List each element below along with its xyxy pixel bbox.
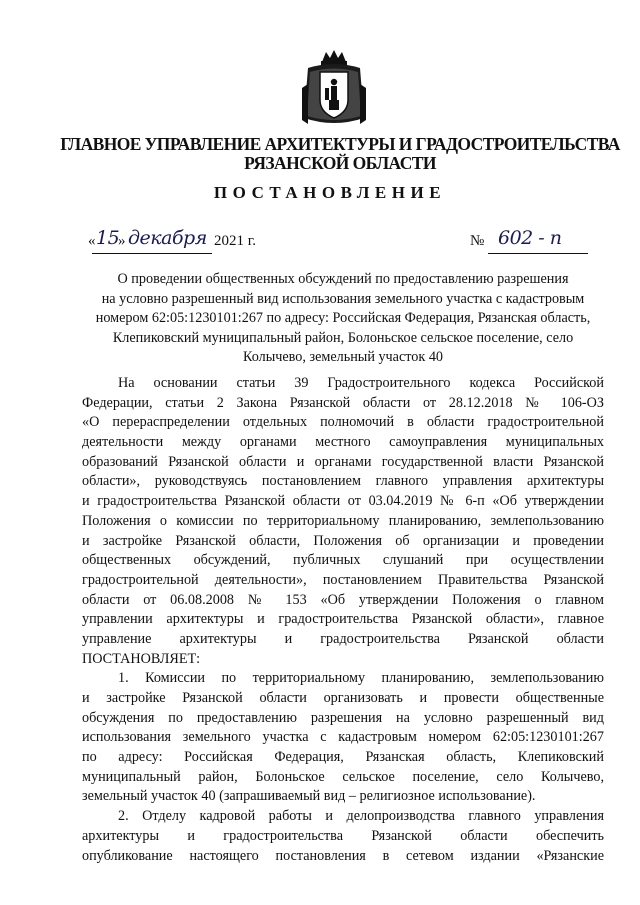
subject-line: номером 62:05:1230101:267 по адресу: Российская Федерация, Рязанская область, [95,310,591,326]
body-line: области от 06.08.2008 № 153 «Об утверждении Положения о главном [82,591,604,608]
body-line: образований Рязанской области и органами государственной власти Рязанской [82,453,604,470]
body-line: общественных обсуждений, публичных слушаний при осуществлении [82,552,604,569]
body-line: муниципальный район, Болоньское сельское поселение, село Колычево, [82,768,604,785]
body-line: и застройке Рязанской области, Положения об организации и проведении [82,532,604,549]
date-month: декабря [128,227,207,249]
subject-line: Клепиковский муниципальный район, Болоньское сельское поселение, село [112,329,574,346]
body-line: 2. Отделу кадровой работы и делопроизводства главного управления [118,808,604,825]
date-open-quote: « [88,233,96,249]
resolution-keyword: ПОСТАНОВЛЯЕТ: [82,650,201,667]
document-type-heading: ПОСТАНОВЛЕНИЕ [213,183,447,202]
body-line: и градостроительства Рязанской области от 03.04.2019 № 6-п «Об утверждении [82,493,604,510]
body-line: Положения о комиссии по территориальному планированию, землепользованию [82,512,604,529]
body-line: градостроительной деятельности», постановлением Правительства Рязанской [82,571,604,588]
coat-of-arms-emblem [300,48,368,130]
body-line: архитектуры и градостроительства Рязанской области обеспечить [82,827,604,844]
body-line: управление архитектуры и градостроительства Рязанской области [82,630,604,647]
body-line: «О перераспределении отдельных полномочий в области градостроительной [82,414,604,431]
body-line: и застройке Рязанской области организовать и провести общественные [82,690,604,706]
document-number: 602 - п [498,227,562,249]
date-close-quote: » [118,233,126,249]
subject-line: О проведении общественных обсуждений по предоставлению разрешения [117,271,569,287]
document-body [82,374,604,866]
number-underline [488,253,588,254]
date-underline [92,253,212,254]
subject-line: на условно разрешенный вид использования земельного участка с кадастровым [101,290,585,307]
body-line: обсуждения по предоставлению разрешения на условно разрешенный вид [82,709,604,726]
document-subject [78,270,608,368]
body-line: использования земельного участка с кадастровым номером 62:05:1230101:267 [82,729,604,746]
body-line: по адресу: Российская Федерация, Рязанская область, Клепиковский [82,749,604,766]
subject-line: Колычево, земельный участок 40 [242,349,444,365]
body-line: Федерации, статьи 2 Закона Рязанской области от 28.12.2018 № 106-ОЗ [82,394,604,411]
organization-title-line1: ГЛАВНОЕ УПРАВЛЕНИЕ АРХИТЕКТУРЫ И ГРАДОСТРОИТЕЛЬСТВА [60,134,620,154]
body-line: опубликование настоящего постановления в сетевом издании «Рязанские [82,847,604,864]
body-line: деятельности между органами местного самоуправления муниципальных [82,434,604,451]
number-sign: № [470,233,485,249]
body-line: управлении архитектуры и градостроительства Рязанской области», главное [82,611,604,628]
body-line: области», руководствуясь постановлением главного управления архитектуры [82,473,604,490]
body-line: 1. Комиссии по территориальному планированию, землепользованию [118,670,604,687]
date-number-row [88,229,608,259]
date-year: 2021 г. [214,233,256,249]
body-line: земельный участок 40 (запрашиваемый вид – религиозное использование). [82,788,536,805]
organization-title-line2: РЯЗАНСКОЙ ОБЛАСТИ [244,153,436,173]
date-day: 15 [96,227,120,249]
body-line: На основании статьи 39 Градостроительного кодекса Российской [118,375,604,391]
